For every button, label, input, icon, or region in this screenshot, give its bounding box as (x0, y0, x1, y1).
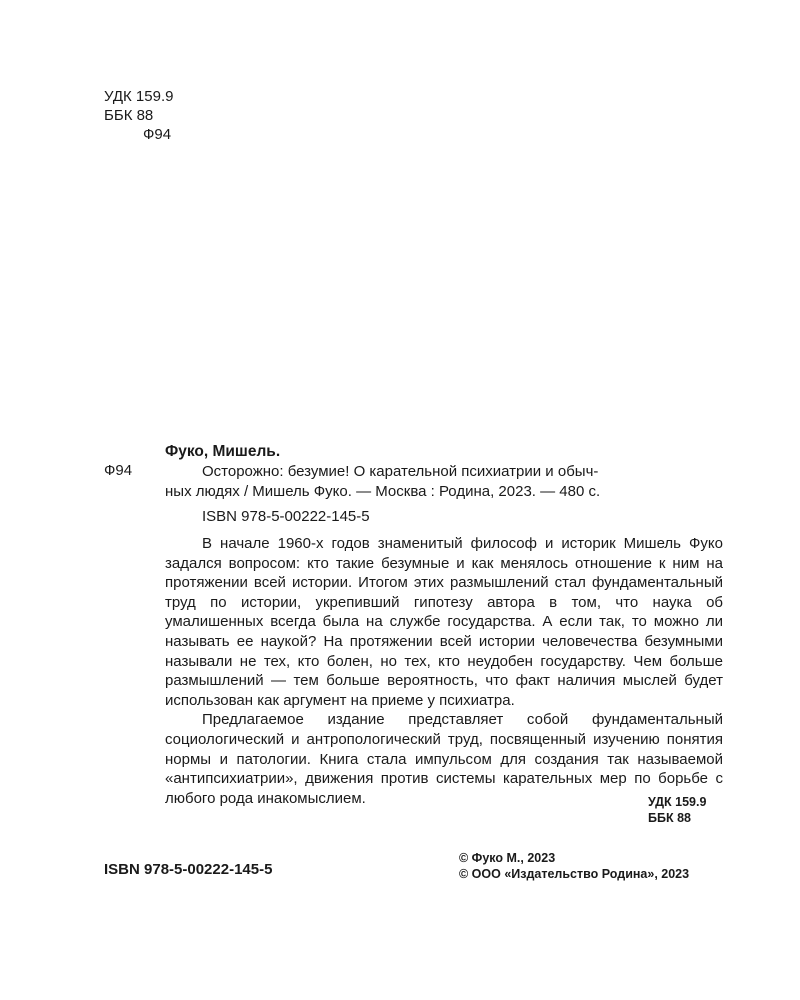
author-mark-top: Ф94 (143, 126, 172, 143)
copyright-publisher: © ООО «Издательство Родина», 2023 (459, 867, 690, 881)
copyright-author: © Фуко М., 2023 (459, 851, 556, 865)
bibliographic-description (165, 462, 723, 501)
author-mark-side: Ф94 (104, 462, 133, 479)
isbn-entry: ISBN 978-5-00222-145-5 (202, 508, 370, 525)
annotation (165, 534, 723, 808)
author-heading: Фуко, Мишель. (165, 443, 281, 460)
bbk-code-bottom: ББК 88 (648, 811, 691, 825)
udk-code-top: УДК 159.9 (104, 88, 174, 105)
annotation-paragraph-1: В начале 1960-х годов знаменитый философ и историк Мишель Фуко задался вопросом: кто такие безумные и как менялось отношение к ним на протяжении всей истории. Итогом этих размышлений стал фундаментальный труд по истории, укрепивший гипотезу автора в том, что наука об умалишенных всегда была на службе государства. А если так, то можно ли называть ее наукой? На протяжении всей истории человечества безумными называли не тех, кто болен, но тех, кто неудобен государству. Чем больше размышлений — тем больше вероятность, что факт наличия мыслей будет использован как аргумент на приеме у психиатра. (165, 535, 723, 709)
title-line-2: ных людях / Мишель Фуко. — Москва : Родина, 2023. — 480 с. (165, 482, 601, 500)
isbn-footer: ISBN 978-5-00222-145-5 (104, 861, 273, 878)
udk-code-bottom: УДК 159.9 (648, 795, 707, 809)
annotation-paragraph-2: Предлагаемое издание представляет собой фундаментальный социологический и антропологический труд, посвященный изучению понятия нормы и патологии. Книга стала импульсом для создания так называемой «антипсихиатрии», движения против системы карательных мер по борьбе с любого рода инакомыслием. (165, 711, 723, 807)
bbk-code-top: ББК 88 (104, 107, 154, 124)
title-line-1: Осторожно: безумие! О карательной психиатрии и обыч- (202, 463, 599, 480)
